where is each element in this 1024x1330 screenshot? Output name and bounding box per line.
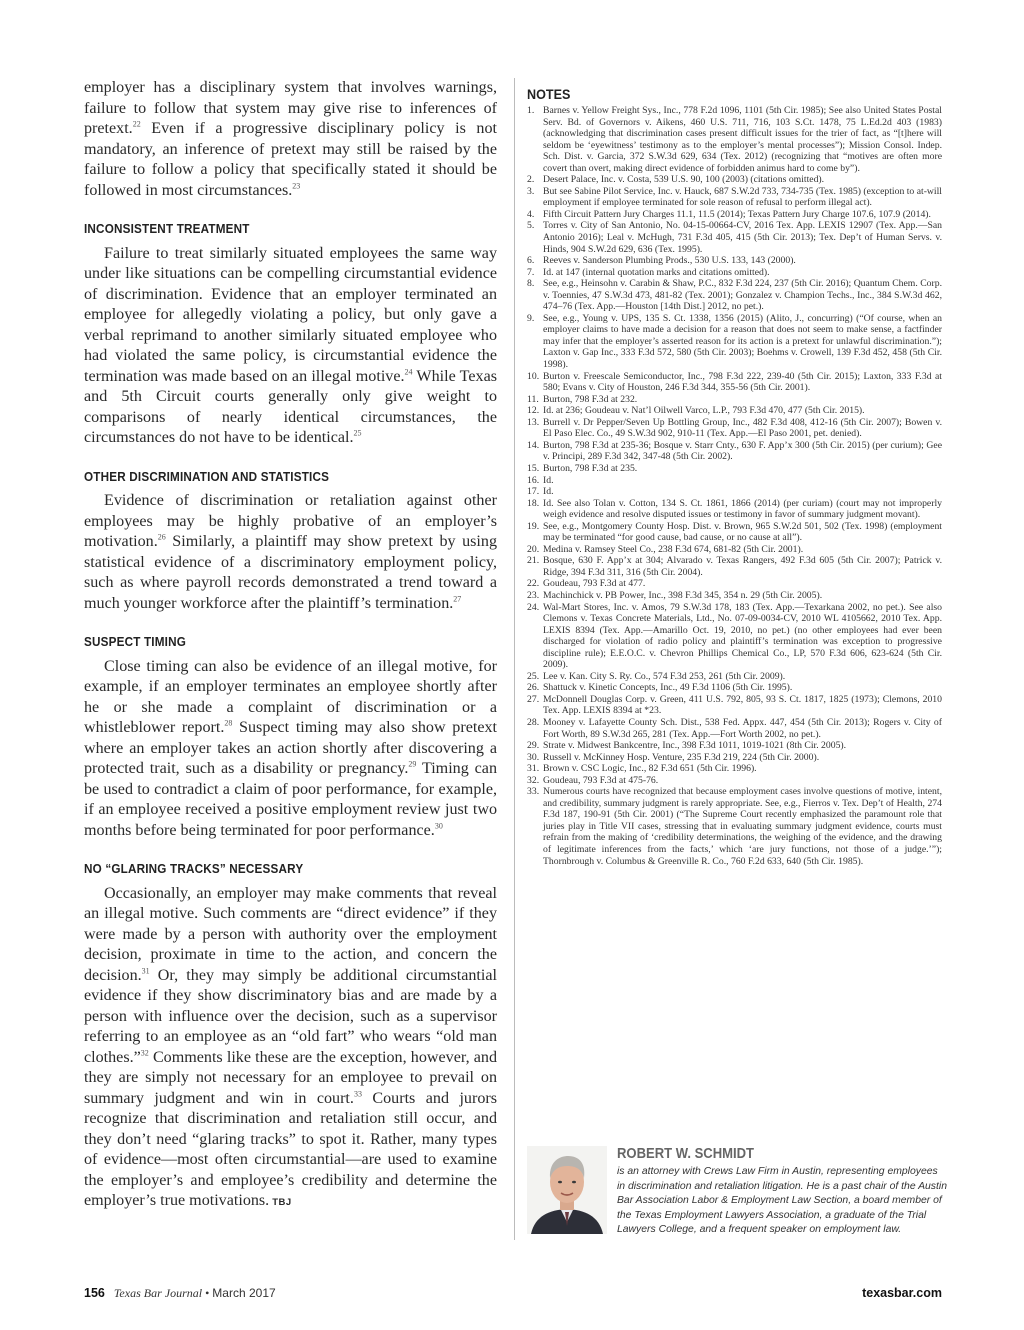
heading-inconsistent-treatment: INCONSISTENT TREATMENT xyxy=(84,221,250,236)
note-text: Burrell v. Dr Pepper/Seven Up Bottling Group, Inc., 482 F.3d 408, 412-16 (5th Cir. 2007); Bowen v. El Paso Elec. Co., 49 S.W.3d 902, 910-11 (Tex. App.—El Paso 2001, pet. denied). xyxy=(543,416,942,440)
author-bio xyxy=(527,1146,947,1236)
note-item xyxy=(527,209,942,221)
note-item xyxy=(527,682,942,694)
note-number: 11. xyxy=(527,393,539,405)
article-column xyxy=(84,78,497,1214)
note-number: 33. xyxy=(527,786,540,798)
note-text: Torres v. City of San Antonio, No. 04-15-00664-CV, 2016 Tex. App. LEXIS 12907 (Tex. App.—San Antonio 2016); Leal v. McHugh, 731 F.3d 405, 415 (5th Cir. 2013); Tex. Dep’t of Human Servs. v. Hinds, 904 S.W.2d 629, 636 (Tex. 1995). xyxy=(543,220,942,255)
note-item xyxy=(527,578,942,590)
note-number: 26. xyxy=(527,682,540,694)
note-text: Burton, 798 F.3d at 235-36; Bosque v. Starr Cnty., 630 F. App’x 300 (5th Cir. 2015) (per curium); Gee v. Principi, 289 F.3d 342, 347-48 (5th Cir. 2002). xyxy=(543,439,942,463)
note-number: 7. xyxy=(527,266,535,278)
note-item xyxy=(527,463,942,475)
note-item xyxy=(527,590,942,602)
note-text: Brown v. CSC Logic, Inc., 82 F.3d 651 (5th Cir. 1996). xyxy=(543,763,757,775)
note-number: 22. xyxy=(527,578,540,590)
note-text: Russell v. McKinney Hosp. Venture, 235 F.3d 219, 224 (5th Cir. 2000). xyxy=(543,751,820,763)
note-item xyxy=(527,174,942,186)
note-number: 10. xyxy=(527,370,540,382)
note-number: 28. xyxy=(527,716,540,728)
note-text: Numerous courts have recognized that because employment cases involve questions of motive, intent, and credibility, summary judgment is rarely appropriate. See, e.g., Fierros v. Tex. Dep’t of Health, 274 F.3d 187, 190-91 (5th Cir. 2001) (“The Supreme Court recently emphasized the paramount role that juries play in Title VII cases, stressing that in evaluating summary judgment evidence, courts must refrain from the making of ‘credibility determinations, the weighing of the evidence, and the drawing of legitimate inferences from the facts,’ which ‘are jury functions, not those of a judge.’”); Thornbrough v. Columbus & Greenville R. Co., 760 F.2d 633, 640 (5th Cir. 1985). xyxy=(543,786,942,867)
note-item xyxy=(527,498,942,521)
note-number: 1. xyxy=(527,105,535,116)
note-text: Mooney v. Lafayette County Sch. Dist., 538 Fed. Appx. 447, 454 (5th Cir. 2013); Rogers v. City of Fort Worth, 89 S.W.3d 265, 281 (Tex. App.—Fort Worth 2002, no pet.). xyxy=(543,716,942,740)
note-number: 16. xyxy=(527,474,540,486)
note-item xyxy=(527,544,942,556)
paragraph-4: Occasionally, an employer may make comments that reveal an illegal motive. Such comments are “direct evidence” if they were made by a person with authority over the employment decision, proximate in time to the action, and concern the decision.$^{31}$ Or, they may simply be additional circumstantial evidence if they show discriminatory bias and are made by a person with influence over the decision, such as a supervisor referring to an employee as an “old fart” who wears “old man clothes.”$^{32}$ Comments like these are the exception, however, and they are simply not necessary for an employee to prevail on summary judgment and win in court.$^{33}$ Courts and jurors recognize that discrimination and retaliation still occur, and they don’t need “glaring tracks” to spot it. Rather, many types of evidence—most often circumstantial—are used to examine the employer’s and employee’s credibility and determine the employer’s true motivations. TBJ xyxy=(84,884,497,1209)
note-number: 23. xyxy=(527,589,540,601)
note-text: Id. See also Tolan v. Cotton, 134 S. Ct. 1861, 1866 (2014) (per curiam) (court may not improperly weigh evidence and resolve disputed issues or testimony in favor of summary judgment movant). xyxy=(543,497,942,521)
note-number: 32. xyxy=(527,774,540,786)
page-footer xyxy=(84,1286,942,1302)
note-text: Id. xyxy=(543,486,554,498)
note-number: 29. xyxy=(527,740,540,752)
note-number: 8. xyxy=(527,278,535,290)
note-item xyxy=(527,486,942,498)
note-text: See, e.g., Young v. UPS, 135 S. Ct. 1338, 1356 (2015) (Alito, J., concurring) (“Of course, when an employer claims to have made a decision for a reason that does not seem to make sense, a factfinder may infer that the employer’s asserted reason for its action is a pretext for unlawful discrimination.”); Laxton v. Gap Inc., 333 F.3d 572, 580 (5th Cir. 2003); Boehms v. Crowell, 139 F.3d 452, 458 (5th Cir. 1998). xyxy=(543,312,942,371)
note-text: Shattuck v. Kinetic Concepts, Inc., 49 F.3d 1106 (5th Cir. 1995). xyxy=(543,682,793,694)
note-text: But see Sabine Pilot Service, Inc. v. Hauck, 687 S.W.2d 733, 734-735 (Tex. 1985) (exception to at-will employment if employee terminated for sole reason of refusal to perform illegal act). xyxy=(543,185,942,209)
issue-date: March 2017 xyxy=(212,1286,276,1300)
note-text: Wal-Mart Stores, Inc. v. Amos, 79 S.W.3d 178, 183 (Tex. App.—Texarkana 2002, no pet.). See also Clemons v. Texas Concrete Materials, Ltd., No. 07-09-0034-CV, 2010 WL 4105662, 2010 Tex. App. LEXIS 8394 (Tex. App.—Amarillo Oct. 19, 2010, no pet.) (no other employees had ever been discharged for violation of radio policy and plaintiff’s termination was exception to progressive discipline rule); E.E.O.C. v. Chevron Phillips Chemical Co., LP, 570 F.3d 606, 623-624 (5th Cir. 2009). xyxy=(543,601,942,671)
note-number: 12. xyxy=(527,405,540,417)
note-number: 20. xyxy=(527,543,540,555)
note-item xyxy=(527,417,942,440)
note-item xyxy=(527,717,942,740)
note-item xyxy=(527,555,942,578)
note-text: Bosque, 630 F. App’x at 304; Alvarado v. Texas Rangers, 492 F.3d 605 (5th Cir. 2007); Patrick v. Ridge, 394 F.3d 311, 316 (5th Cir. 2004). xyxy=(543,555,942,578)
page-number: 156 xyxy=(84,1286,105,1300)
note-number: 31. xyxy=(527,763,540,775)
note-item xyxy=(527,255,942,267)
note-number: 30. xyxy=(527,751,540,763)
note-text: Reeves v. Sanderson Plumbing Prods., 530 U.S. 133, 143 (2000). xyxy=(543,255,796,267)
tbj-end-mark: TBJ xyxy=(272,1197,292,1208)
note-item xyxy=(527,752,942,764)
note-item xyxy=(527,440,942,463)
note-number: 21. xyxy=(527,555,540,567)
author-name: ROBERT W. SCHMIDT xyxy=(617,1146,755,1162)
note-number: 17. xyxy=(527,486,540,498)
note-number: 24. xyxy=(527,601,540,613)
note-item xyxy=(527,405,942,417)
note-text: Lee v. Kan. City S. Ry. Co., 574 F.3d 253, 261 (5th Cir. 2009). xyxy=(543,670,786,682)
note-item xyxy=(527,763,942,775)
note-item xyxy=(527,267,942,279)
note-number: 27. xyxy=(527,693,540,705)
note-item xyxy=(527,475,942,487)
note-item xyxy=(527,186,942,209)
notes-title: NOTES xyxy=(527,86,571,102)
note-item xyxy=(527,105,942,174)
note-text: Medina v. Ramsey Steel Co., 238 F.3d 674, 681-82 (5th Cir. 2001). xyxy=(543,543,804,555)
note-number: 19. xyxy=(527,520,540,532)
note-text: Goudeau, 793 F.3d at 477. xyxy=(543,578,646,590)
magazine-name: Texas Bar Journal xyxy=(113,1286,203,1300)
note-text: See, e.g., Montgomery County Hosp. Dist. v. Brown, 965 S.W.2d 501, 502 (Tex. 1998) (employment may be terminated “for good cause, bad cause, or no cause at all”). xyxy=(543,520,942,544)
paragraph-1: Failure to treat similarly situated employees the same way under like situations can be compelling circumstantial evidence of discrimination. Evidence that an employer terminated an employee for allegedly violating a policy, but only gave a verbal reprimand to another similarly situated employee who had violated the same policy, is circumstantial evidence the termination was made based on an illegal motive.$^{24}$ While Texas and 5th Circuit courts generally only give weight to comparisons of nearly identical circumstances, the circumstances do not have to be identical.$^{25}$ xyxy=(84,244,497,446)
note-text: Id. at 147 (internal quotation marks and citations omitted). xyxy=(543,266,770,278)
note-number: 3. xyxy=(527,185,535,197)
note-text: McDonnell Douglas Corp. v. Green, 411 U.S. 792, 805, 93 S. Ct. 1817, 1825 (1973); Clemons, 2010 Tex. App. LEXIS 8394 at *23. xyxy=(543,693,942,717)
note-item xyxy=(527,220,942,255)
note-item xyxy=(527,394,942,406)
note-number: 2. xyxy=(527,174,535,186)
notes-list xyxy=(527,105,942,867)
note-text: Strate v. Midwest Bankcentre, Inc., 398 F.3d 1011, 1019-1021 (8th Cir. 2005). xyxy=(543,740,847,752)
note-text: See, e.g., Heinsohn v. Carabin & Shaw, P.C., 832 F.3d 224, 237 (5th Cir. 2016); Quantum Chem. Corp. v. Toennies, 47 S.W.3d 473, 481-82 (Tex. 2001); Gonzalez v. Champion Techs., Inc., 384 S.W.3d 462, 474–76 (Tex. App.—Houston [14th Dist.] 2012, no pet.). xyxy=(543,278,942,313)
note-item xyxy=(527,521,942,544)
note-number: 18. xyxy=(527,497,540,509)
notes-column xyxy=(514,78,947,1240)
paragraph-2: Evidence of discrimination or retaliation against other employees may be highly probative of an employer’s motivation.$^{26}$ Similarly, a plaintiff may show pretext by using statistical evidence of a discriminatory employment policy, such as where payroll records demonstrated a trend toward a much younger workforce after the plaintiff’s termination.$^{27}$ xyxy=(84,492,497,612)
note-number: 14. xyxy=(527,439,540,451)
note-text: Id. at 236; Goudeau v. Nat’l Oilwell Varco, L.P., 793 F.3d 470, 477 (5th Cir. 2015). xyxy=(543,405,865,417)
note-item xyxy=(527,671,942,683)
paragraph-0: employer has a disciplinary system that involves warnings, failure to follow that system may give rise to inferences of pretext.$^{22}$ Even if a progressive disciplinary policy is not mandatory, an inference of pretext may still be raised by the failure to follow a policy that specifically stated it should be followed in most circumstances.$^{23}$ xyxy=(84,79,497,199)
note-number: 25. xyxy=(527,670,540,682)
note-item xyxy=(527,371,942,394)
heading-other-discrimination: OTHER DISCRIMINATION AND STATISTICS xyxy=(84,468,330,484)
note-item xyxy=(527,313,942,371)
note-text: Burton v. Freescale Semiconductor, Inc., 798 F.3d 222, 239-40 (5th Cir. 2015); Laxton, 333 F.3d at 580; Evans v. City of Houston, 246 F.3d 344, 355-56 (5th Cir. 2001). xyxy=(543,370,942,394)
note-item xyxy=(527,740,942,752)
note-item xyxy=(527,602,942,671)
note-item xyxy=(527,786,942,867)
heading-suspect-timing: SUSPECT TIMING xyxy=(84,634,186,649)
note-item xyxy=(527,278,942,313)
note-text: Barnes v. Yellow Freight Sys., Inc., 778 F.2d 1096, 1101 (5th Cir. 1985); See also United States Postal Serv. Bd. of Governors v. Aikens, 460 U.S. 711, 716, 103 S.Ct. 1478, 75 L.Ed.2d 403 (1983) (acknowledging that discrimination cases present difficult issues for the trier of fact, as “[t]here will seldom be ‘eyewitness’ testimony as to the employer’s mental processes”); Mission Consol. Indep. Sch. Dist. v. Garcia, 372 S.W.3d 629, 634 (Tex. 2012) (recognizing that “motives are often more covert than overt, making direct evidence of forbidden animus hard to come by”). xyxy=(543,105,942,174)
note-number: 13. xyxy=(527,416,540,428)
note-item xyxy=(527,694,942,717)
note-text: Desert Palace, Inc. v. Costa, 539 U.S. 90, 100 (2003) (citations omitted). xyxy=(543,174,825,186)
note-text: Fifth Circuit Pattern Jury Charges 11.1, 11.5 (2014); Texas Pattern Jury Charge 107.6, 107.9 (2014). xyxy=(543,208,931,220)
note-text: Machinchick v. PB Power, Inc., 398 F.3d 345, 354 n. 29 (5th Cir. 2005). xyxy=(543,589,823,601)
note-text: Id. xyxy=(543,474,554,486)
note-number: 15. xyxy=(527,462,540,474)
note-number: 9. xyxy=(527,312,535,324)
paragraph-3: Close timing can also be evidence of an illegal motive, for example, if an employer terminates an employee shortly after he or she made a complaint of discrimination or a whistleblower report.$^{28}$ Suspect timing may also show pretext where an employer takes an action shortly after discovering a protected trait, such as a disability or pregnancy.$^{29}$ Timing can be used to contradict a claim of poor performance, for example, if an employee received a positive employment review just two months before being terminated for poor performance.$^{30}$ xyxy=(84,657,497,839)
note-text: Burton, 798 F.3d at 235. xyxy=(543,462,638,474)
note-text: Burton, 798 F.3d at 232. xyxy=(543,393,638,405)
author-photo xyxy=(527,1146,607,1234)
footer-bullet: • xyxy=(205,1286,210,1300)
note-text: Goudeau, 793 F.3d at 475-76. xyxy=(543,774,659,786)
heading-glaring-tracks: NO “GLARING TRACKS” NECESSARY xyxy=(84,861,304,876)
note-item xyxy=(527,775,942,787)
website-link[interactable]: texasbar.com xyxy=(862,1286,942,1300)
note-number: 5. xyxy=(527,220,535,232)
note-number: 6. xyxy=(527,255,535,267)
note-number: 4. xyxy=(527,208,535,220)
author-description: is an attorney with Crews Law Firm in Austin, representing employees in discrimination and retaliation litigation. He is a past chair of the Austin Bar Association Labor & Employment Law Section, a board member of the Texas Employment Lawyers Association, a graduate of the Trial Lawyers College, and a frequent speaker on employment law. xyxy=(617,1166,947,1235)
